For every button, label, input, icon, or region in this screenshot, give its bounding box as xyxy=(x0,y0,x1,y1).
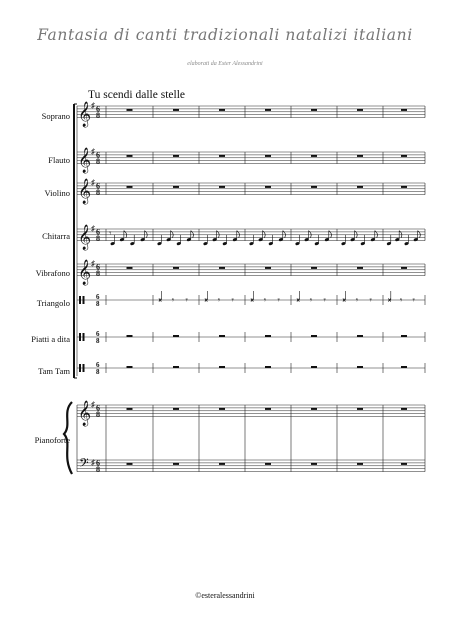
pianoforte-whole-rest xyxy=(219,408,225,410)
soprano-whole-rest xyxy=(265,109,271,111)
instrument-label-triangolo: Triangolo xyxy=(36,298,70,308)
score-subtitle: elaborati da Ester Alessandrini xyxy=(187,61,263,67)
instrument-label-violino: Violino xyxy=(44,188,70,198)
instrument-label-piatti-a-dita: Piatti a dita xyxy=(31,334,70,344)
soprano-treble-clef: 𝄞 xyxy=(78,101,92,127)
pianoforte-whole-rest xyxy=(127,463,133,465)
vibrafono-time-signature: 6 xyxy=(96,262,100,272)
piatti-a-dita-whole-rest xyxy=(357,335,363,337)
violino-whole-rest xyxy=(265,186,271,188)
vibrafono-whole-rest xyxy=(357,267,363,269)
pianoforte-whole-rest xyxy=(311,463,317,465)
triangolo-clef xyxy=(79,296,81,304)
soprano-whole-rest xyxy=(127,109,133,111)
violino-whole-rest xyxy=(311,186,317,188)
pianoforte-time-signature: 6 xyxy=(96,403,100,413)
pianoforte-whole-rest xyxy=(173,463,179,465)
tam-tam-clef xyxy=(83,364,85,372)
violino-whole-rest xyxy=(357,186,363,188)
pianoforte-treble-clef: 𝄞 xyxy=(78,400,92,426)
violino-whole-rest xyxy=(219,186,225,188)
triangolo-time-signature: 6 xyxy=(96,293,100,301)
tempo-marking: Tu scendi dalle stelle xyxy=(88,89,185,101)
flauto-treble-clef: 𝄞 xyxy=(78,147,92,173)
pianoforte-brace xyxy=(64,402,72,474)
vibrafono-whole-rest xyxy=(401,267,407,269)
flauto-whole-rest xyxy=(311,155,317,157)
vibrafono-whole-rest xyxy=(173,267,179,269)
tam-tam-whole-rest xyxy=(357,366,363,368)
piatti-a-dita-whole-rest xyxy=(311,335,317,337)
triangolo-rest: 𝄾 xyxy=(412,295,415,305)
flauto-whole-rest xyxy=(219,155,225,157)
triangolo-rest: 𝄾 xyxy=(277,295,280,305)
instrument-label-tam-tam: Tam Tam xyxy=(38,366,70,376)
pianoforte-whole-rest xyxy=(401,408,407,410)
piatti-a-dita-time-signature: 8 xyxy=(96,337,100,345)
pianoforte-time-signature: 6 xyxy=(96,458,100,468)
violino-treble-clef: 𝄞 xyxy=(78,178,92,204)
triangolo-rest: 𝄾 xyxy=(171,295,175,305)
violino-whole-rest xyxy=(401,186,407,188)
soprano-whole-rest xyxy=(219,109,225,111)
flauto-whole-rest xyxy=(127,155,133,157)
tam-tam-clef xyxy=(79,364,81,372)
pianoforte-whole-rest xyxy=(357,463,363,465)
pianoforte-whole-rest xyxy=(357,408,363,410)
vibrafono-whole-rest xyxy=(219,267,225,269)
triangolo-rest: 𝄾 xyxy=(369,295,372,305)
pianoforte-whole-rest xyxy=(173,408,179,410)
flauto-whole-rest xyxy=(173,155,179,157)
piatti-a-dita-whole-rest xyxy=(173,335,179,337)
soprano-whole-rest xyxy=(401,109,407,111)
pianoforte-key-signature: ♯ xyxy=(91,458,95,467)
instrument-label-soprano: Soprano xyxy=(41,111,70,121)
chitarra-time-signature: 6 xyxy=(96,227,100,237)
copyright-footer: ©esteralessandrini xyxy=(195,591,255,600)
vibrafono-whole-rest xyxy=(127,267,133,269)
pianoforte-whole-rest xyxy=(401,463,407,465)
soprano-whole-rest xyxy=(357,109,363,111)
soprano-key-signature: ♯ xyxy=(91,101,95,110)
triangolo-time-signature: 8 xyxy=(96,300,100,308)
chitarra-treble-clef: 𝄞 xyxy=(78,224,92,250)
flauto-whole-rest xyxy=(401,155,407,157)
soprano-whole-rest xyxy=(173,109,179,111)
triangolo-rest: 𝄾 xyxy=(185,295,188,305)
flauto-time-signature: 6 xyxy=(96,150,100,160)
tam-tam-whole-rest xyxy=(219,366,225,368)
pianoforte-key-signature: ♯ xyxy=(91,400,95,409)
instrument-label-vibrafono: Vibrafono xyxy=(35,268,70,278)
flauto-time-signature: 8 xyxy=(96,157,100,167)
triangolo-clef xyxy=(83,296,85,304)
instrument-label-pianoforte: Pianoforte xyxy=(34,435,70,445)
soprano-whole-rest xyxy=(311,109,317,111)
triangolo-rest: 𝄾 xyxy=(309,295,313,305)
violino-time-signature: 8 xyxy=(96,188,100,198)
tam-tam-whole-rest xyxy=(401,366,407,368)
piatti-a-dita-whole-rest xyxy=(401,335,407,337)
triangolo-rest: 𝄾 xyxy=(323,295,326,305)
pianoforte-whole-rest xyxy=(265,463,271,465)
instrument-label-chitarra: Chitarra xyxy=(42,231,70,241)
pianoforte-whole-rest xyxy=(127,408,133,410)
violino-whole-rest xyxy=(173,186,179,188)
triangolo-rest: 𝄾 xyxy=(231,295,234,305)
chitarra-key-signature: ♯ xyxy=(91,224,95,233)
instrument-label-flauto: Flauto xyxy=(48,155,70,165)
violino-whole-rest xyxy=(127,186,133,188)
vibrafono-treble-clef: 𝄞 xyxy=(78,259,92,285)
tam-tam-whole-rest xyxy=(311,366,317,368)
pianoforte-time-signature: 8 xyxy=(96,410,100,420)
triangolo-rest: 𝄾 xyxy=(399,295,403,305)
flauto-key-signature: ♯ xyxy=(91,147,95,156)
chitarra-rest: 𝄾 xyxy=(109,228,112,238)
score-title: Fantasia di canti tradizionali natalizi italiani xyxy=(37,26,413,44)
piatti-a-dita-time-signature: 6 xyxy=(96,330,100,338)
vibrafono-key-signature: ♯ xyxy=(91,259,95,268)
tam-tam-whole-rest xyxy=(127,366,133,368)
vibrafono-whole-rest xyxy=(265,267,271,269)
pianoforte-bass-clef: 𝄢 xyxy=(79,457,89,474)
soprano-time-signature: 8 xyxy=(96,111,100,121)
piatti-a-dita-clef xyxy=(83,333,85,341)
pianoforte-time-signature: 8 xyxy=(96,465,100,475)
piatti-a-dita-whole-rest xyxy=(219,335,225,337)
tam-tam-whole-rest xyxy=(173,366,179,368)
violino-time-signature: 6 xyxy=(96,181,100,191)
pianoforte-whole-rest xyxy=(311,408,317,410)
chitarra-time-signature: 8 xyxy=(96,234,100,244)
triangolo-rest: 𝄾 xyxy=(355,295,359,305)
violino-key-signature: ♯ xyxy=(91,178,95,187)
tam-tam-whole-rest xyxy=(265,366,271,368)
triangolo-rest: 𝄾 xyxy=(263,295,267,305)
vibrafono-whole-rest xyxy=(311,267,317,269)
tam-tam-time-signature: 6 xyxy=(96,361,100,369)
flauto-whole-rest xyxy=(357,155,363,157)
piatti-a-dita-whole-rest xyxy=(127,335,133,337)
tam-tam-time-signature: 8 xyxy=(96,368,100,376)
vibrafono-time-signature: 8 xyxy=(96,269,100,279)
soprano-time-signature: 6 xyxy=(96,104,100,114)
piatti-a-dita-clef xyxy=(79,333,81,341)
piatti-a-dita-whole-rest xyxy=(265,335,271,337)
pianoforte-whole-rest xyxy=(265,408,271,410)
triangolo-rest: 𝄾 xyxy=(217,295,221,305)
flauto-whole-rest xyxy=(265,155,271,157)
pianoforte-whole-rest xyxy=(219,463,225,465)
